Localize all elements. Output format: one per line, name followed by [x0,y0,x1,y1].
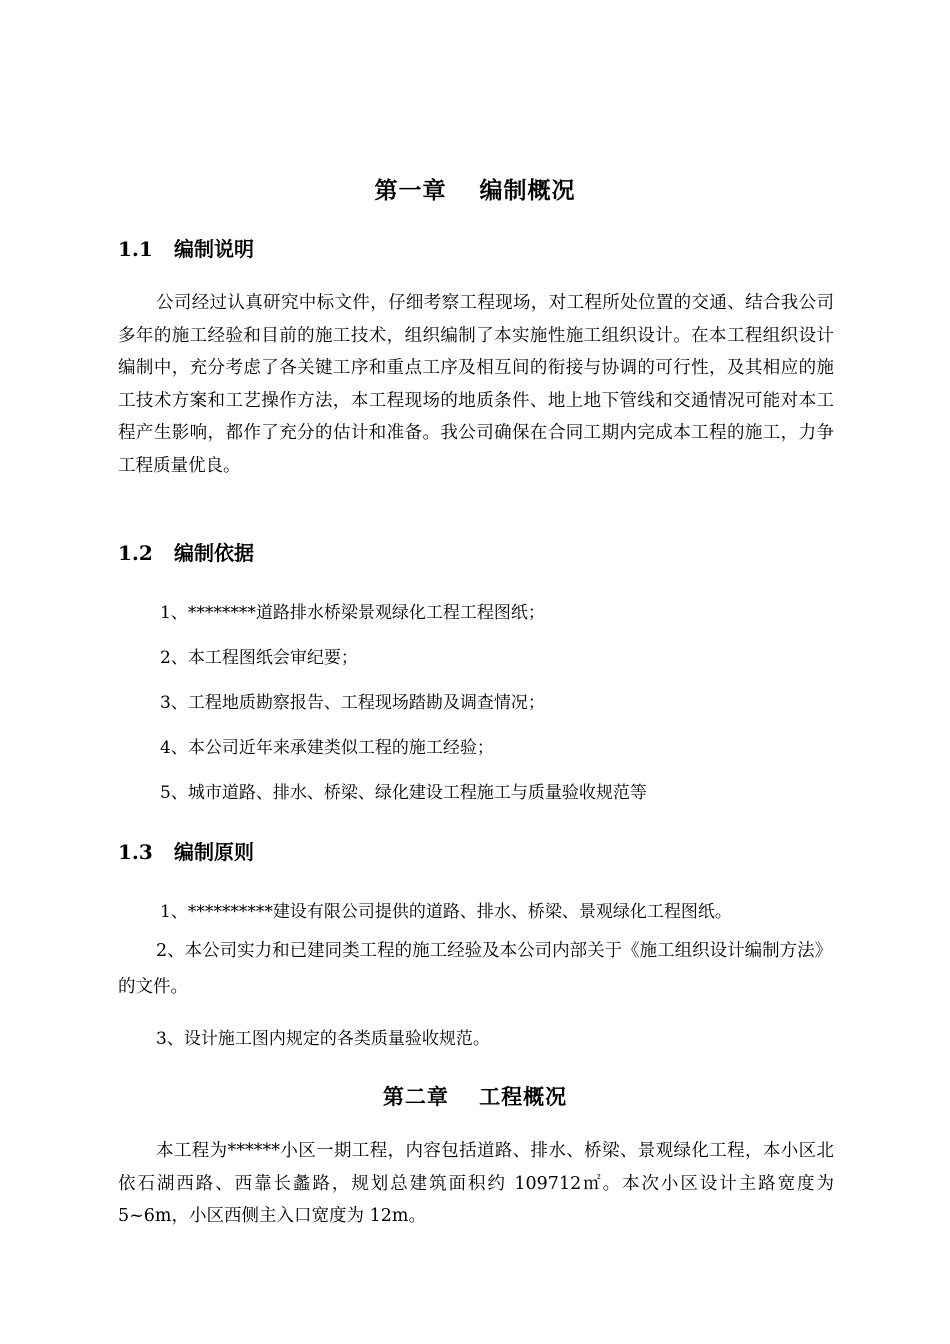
section-1-1-title: 编制说明 [174,237,254,261]
section-1-3-heading [118,836,254,865]
principle-item-3: 3、设计施工图内规定的各类质量验收规范。 [156,1029,490,1049]
section-1-2-number: 1.2 [118,541,153,565]
section-1-1-number: 1.1 [118,237,153,261]
section-1-2-title: 编制依据 [174,541,254,565]
chapter-2-title: 第二章 工程概况 [382,1084,568,1109]
basis-item-1: 1、********道路排水桥梁景观绿化工程工程图纸； [160,603,545,623]
chapter-2-paragraph: 本工程为******小区一期工程，内容包括道路、排水、桥梁、景观绿化工程，本小区北依石湖西路、西靠长蠡路，规划总建筑面积约 109712㎡。本次小区设计主路宽度为 5~6m，小区西侧主入口宽度为 12m。 [118,1141,834,1227]
principle-item-2: 2、本公司实力和已建同类工程的施工经验及本公司内部关于《施工组织设计编制方法》的文件。 [118,941,833,997]
section-1-2-heading [118,537,254,566]
basis-item-4: 4、本公司近年来承建类似工程的施工经验； [160,738,494,758]
section-1-3-title: 编制原则 [174,840,254,864]
chapter-1-title: 第一章 编制概况 [374,177,576,204]
basis-item-3: 3、工程地质勘察报告、工程现场踏勘及调查情况； [160,693,545,713]
section-1-1-paragraph: 公司经过认真研究中标文件，仔细考察工程现场，对工程所处位置的交通、结合我公司多年的施工经验和目前的施工技术，组织编制了本实施性施工组织设计。在本工程组织设计编制中，充分考虑了各关键工序和重点工序及相互间的衔接与协调的可行性，及其相应的施工技术方案和工艺操作方法，本工程现场的地质条件、地上地下管线和交通情况可能对本工程产生影响，都作了充分的估计和准备。我公司确保在合同工期内完成本工程的施工，力争工程质量优良。 [118,293,834,476]
basis-item-2: 2、本工程图纸会审纪要； [160,648,358,668]
section-1-1-heading [118,233,254,262]
section-1-3-number: 1.3 [118,840,153,864]
principle-item-1: 1、**********建设有限公司提供的道路、排水、桥梁、景观绿化工程图纸。 [160,902,732,922]
basis-item-5: 5、城市道路、排水、桥梁、绿化建设工程施工与质量验收规范等 [160,783,647,803]
